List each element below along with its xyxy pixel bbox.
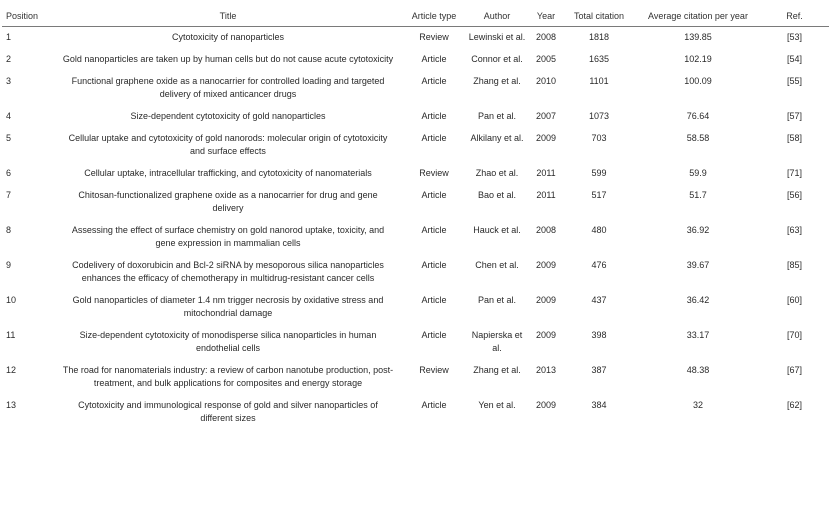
cell-total-citation: 476 xyxy=(591,260,607,270)
cell-total-citation: 437 xyxy=(591,295,607,305)
cell-title: Size-dependent cytotoxicity of monodisperse silica nanoparticles in human endothelial cells xyxy=(79,330,377,353)
cell-ref: [56] xyxy=(786,190,802,200)
cell-average-citation: 76.64 xyxy=(686,111,710,121)
cell-author: Zhang et al. xyxy=(473,76,521,86)
cell-total-citation: 1073 xyxy=(588,111,610,121)
cell-position: 1 xyxy=(6,32,12,42)
cell-position: 4 xyxy=(6,111,12,121)
cell-article-type: Article xyxy=(421,111,447,121)
cell-author: Chen et al. xyxy=(475,260,519,270)
cell-year: 2005 xyxy=(535,54,557,64)
cell-ref: [58] xyxy=(786,133,802,143)
table-row xyxy=(2,290,829,325)
cell-year: 2009 xyxy=(535,330,557,340)
cell-ref: [85] xyxy=(786,260,802,270)
cell-article-type: Article xyxy=(421,330,447,340)
cell-title: Cytotoxicity and immunological response of gold and silver nanoparticles of different sizes xyxy=(78,400,378,423)
cell-title: Gold nanoparticles are taken up by human cells but do not cause acute cytotoxicity xyxy=(62,54,394,64)
cell-total-citation: 1101 xyxy=(589,76,609,86)
cell-total-citation: 1818 xyxy=(588,32,610,42)
cell-position: 3 xyxy=(6,76,12,86)
cell-ref: [71] xyxy=(786,168,802,178)
cell-article-type: Article xyxy=(421,400,447,410)
table-row xyxy=(2,220,829,255)
table-row xyxy=(2,325,829,360)
cell-average-citation: 102.19 xyxy=(684,54,712,64)
cell-author: Connor et al. xyxy=(471,54,523,64)
cell-position: 10 xyxy=(6,295,17,305)
table-row xyxy=(2,255,829,290)
cell-article-type: Review xyxy=(419,32,449,42)
cell-year: 2009 xyxy=(535,260,557,270)
table-row xyxy=(2,395,829,430)
cell-average-citation: 36.42 xyxy=(686,295,710,305)
cell-average-citation: 48.38 xyxy=(686,365,710,375)
header-total-citation: Total citation xyxy=(562,0,636,27)
cell-title: The road for nanomaterials industry: a review of carbon nanotube production, post-treatment, and bulk applications for composites and energy storage xyxy=(62,365,394,388)
cell-title: Codelivery of doxorubicin and Bcl-2 siRNA by mesoporous silica nanoparticles enhances the efficacy of chemotherapy in multidrug-resistant cancer cells xyxy=(72,260,384,283)
cell-year: 2009 xyxy=(535,295,557,305)
cell-position: 8 xyxy=(6,225,12,235)
table-row xyxy=(2,49,829,71)
cell-author: Napierska et al. xyxy=(471,330,523,353)
cell-position: 12 xyxy=(6,365,17,375)
cell-total-citation: 599 xyxy=(591,168,607,178)
table-row xyxy=(2,185,829,220)
cell-title: Assessing the effect of surface chemistry on gold nanorod uptake, toxicity, and gene expression in mammalian cells xyxy=(71,225,385,248)
cell-author: Zhao et al. xyxy=(475,168,519,178)
cell-year: 2009 xyxy=(535,400,557,410)
header-average-citation: Average citation per year xyxy=(636,0,760,27)
cell-ref: [53] xyxy=(786,32,802,42)
cell-year: 2007 xyxy=(535,111,557,121)
cell-position: 2 xyxy=(6,54,12,64)
table-row xyxy=(2,163,829,185)
cell-author: Alkilany et al. xyxy=(470,133,524,143)
cell-position: 6 xyxy=(6,168,12,178)
cell-total-citation: 387 xyxy=(591,365,607,375)
cell-article-type: Review xyxy=(419,168,449,178)
cell-position: 7 xyxy=(6,190,12,200)
cell-ref: [57] xyxy=(786,111,802,121)
cell-year: 2013 xyxy=(535,365,557,375)
cell-article-type: Article xyxy=(421,76,447,86)
cell-year: 2010 xyxy=(535,76,557,86)
cell-title: Functional graphene oxide as a nanocarrier for controlled loading and targeted delivery of mixed anticancer drugs xyxy=(71,76,385,99)
table-row xyxy=(2,128,829,163)
cell-position: 13 xyxy=(6,400,17,410)
table-row xyxy=(2,106,829,128)
cell-article-type: Article xyxy=(421,295,447,305)
cell-position: 11 xyxy=(6,330,16,340)
cell-article-type: Article xyxy=(421,225,447,235)
cell-year: 2011 xyxy=(536,168,556,178)
cell-ref: [70] xyxy=(786,330,802,340)
cell-title: Size-dependent cytotoxicity of gold nanoparticles xyxy=(130,111,326,121)
cell-author: Bao et al. xyxy=(477,190,517,200)
cell-average-citation: 58.58 xyxy=(686,133,710,143)
cell-title: Cellular uptake, intracellular trafficking, and cytotoxicity of nanomaterials xyxy=(84,168,372,178)
cell-author: Lewinski et al. xyxy=(468,32,526,42)
citation-table xyxy=(2,0,829,430)
header-title: Title xyxy=(52,0,404,27)
cell-article-type: Article xyxy=(421,54,447,64)
cell-title: Chitosan-functionalized graphene oxide as a nanocarrier for drug and gene delivery xyxy=(78,190,378,213)
cell-author: Pan et al. xyxy=(477,295,517,305)
cell-article-type: Article xyxy=(421,260,447,270)
header-row xyxy=(2,0,829,27)
cell-total-citation: 1635 xyxy=(588,54,610,64)
cell-average-citation: 59.9 xyxy=(689,168,707,178)
header-ref: Ref. xyxy=(760,0,829,27)
cell-average-citation: 32 xyxy=(692,400,703,410)
cell-ref: [60] xyxy=(786,295,802,305)
cell-article-type: Article xyxy=(421,133,447,143)
cell-year: 2008 xyxy=(535,32,557,42)
cell-average-citation: 36.92 xyxy=(686,225,710,235)
cell-year: 2008 xyxy=(535,225,557,235)
table-row xyxy=(2,71,829,106)
cell-title: Cellular uptake and cytotoxicity of gold nanorods: molecular origin of cytotoxicity and surface effects xyxy=(68,133,388,156)
table-row xyxy=(2,360,829,395)
cell-ref: [54] xyxy=(786,54,802,64)
cell-ref: [55] xyxy=(786,76,802,86)
cell-average-citation: 139.85 xyxy=(684,32,712,42)
cell-author: Hauck et al. xyxy=(473,225,521,235)
cell-year: 2009 xyxy=(535,133,557,143)
cell-year: 2011 xyxy=(536,190,556,200)
cell-author: Yen et al. xyxy=(478,400,516,410)
table-row xyxy=(2,27,829,50)
cell-title: Cytotoxicity of nanoparticles xyxy=(171,32,285,42)
cell-total-citation: 517 xyxy=(591,190,607,200)
cell-article-type: Article xyxy=(421,190,447,200)
cell-article-type: Review xyxy=(419,365,449,375)
cell-author: Zhang et al. xyxy=(473,365,521,375)
cell-ref: [62] xyxy=(786,400,802,410)
cell-total-citation: 703 xyxy=(591,133,607,143)
cell-title: Gold nanoparticles of diameter 1.4 nm trigger necrosis by oxidative stress and mitochondrial damage xyxy=(72,295,384,318)
cell-total-citation: 384 xyxy=(591,400,607,410)
cell-average-citation: 100.09 xyxy=(684,76,712,86)
cell-ref: [67] xyxy=(786,365,802,375)
header-year: Year xyxy=(530,0,562,27)
cell-total-citation: 398 xyxy=(591,330,607,340)
header-author: Author xyxy=(464,0,530,27)
header-position: Position xyxy=(2,0,52,27)
cell-author: Pan et al. xyxy=(477,111,517,121)
cell-position: 9 xyxy=(6,260,12,270)
cell-position: 5 xyxy=(6,133,12,143)
header-article-type: Article type xyxy=(404,0,464,27)
cell-average-citation: 33.17 xyxy=(686,330,710,340)
cell-ref: [63] xyxy=(786,225,802,235)
cell-average-citation: 51.7 xyxy=(689,190,707,200)
cell-total-citation: 480 xyxy=(591,225,607,235)
cell-average-citation: 39.67 xyxy=(686,260,710,270)
table-body xyxy=(2,27,829,431)
